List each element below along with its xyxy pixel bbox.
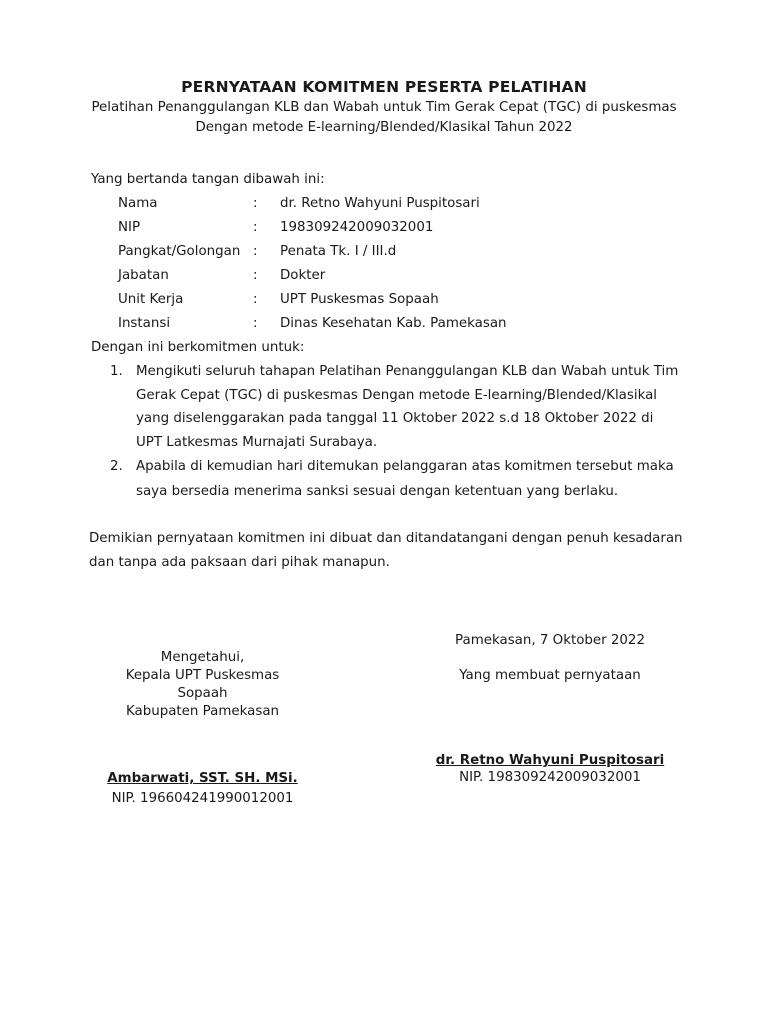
approver-title-line3: Kabupaten Pamekasan	[125, 704, 280, 719]
approver-nip: NIP. 196604241990012001	[111, 791, 294, 806]
closing-text-line1: Demikian pernyataan komitmen ini dibuat dan ditandatangani dengan penuh kesadaran	[89, 531, 683, 546]
field-colon: :	[253, 316, 258, 331]
closing-text-line2: dan tanpa ada paksaan dari pihak manapun.	[89, 555, 390, 570]
commitment-intro: Dengan ini berkomitmen untuk:	[91, 340, 305, 355]
field-colon: :	[253, 244, 258, 259]
place-date: Pamekasan, 7 Oktober 2022	[455, 633, 645, 648]
list-item-line: yang diselenggarakan pada tanggal 11 Oktober 2022 s.d 18 Oktober 2022 di	[136, 411, 654, 426]
signer-nip: NIP. 198309242009032001	[459, 770, 641, 785]
field-label-jabatan: Jabatan	[118, 268, 169, 283]
field-value-nip: 198309242009032001	[280, 220, 434, 235]
field-colon: :	[253, 268, 258, 283]
document-subtitle-line1: Pelatihan Penanggulangan KLB dan Wabah untuk Tim Gerak Cepat (TGC) di puskesmas	[91, 100, 677, 115]
signer-name: dr. Retno Wahyuni Puspitosari	[435, 753, 665, 768]
approver-label: Mengetahui,	[160, 650, 245, 665]
list-item-line: Gerak Cepat (TGC) di puskesmas Dengan metode E-learning/Blended/Klasikal	[136, 388, 658, 403]
field-value-pangkat: Penata Tk. I / III.d	[280, 244, 397, 259]
field-colon: :	[253, 196, 258, 211]
field-value-instansi: Dinas Kesehatan Kab. Pamekasan	[280, 316, 507, 331]
field-label-instansi: Instansi	[118, 316, 171, 331]
field-label-unit-kerja: Unit Kerja	[118, 292, 184, 307]
list-item-number: 2.	[110, 459, 123, 474]
list-item-number: 1.	[110, 364, 123, 379]
signer-role: Yang membuat pernyataan	[459, 668, 641, 683]
document-subtitle-line2: Dengan metode E-learning/Blended/Klasikal Tahun 2022	[195, 120, 573, 135]
list-item-line: Apabila di kemudian hari ditemukan pelanggaran atas komitmen tersebut maka	[136, 459, 674, 474]
field-colon: :	[253, 292, 258, 307]
field-value-nama: dr. Retno Wahyuni Puspitosari	[280, 196, 480, 211]
field-label-nip: NIP	[118, 220, 141, 235]
intro-text: Yang bertanda tangan dibawah ini:	[91, 172, 325, 187]
list-item-line: UPT Latkesmas Murnajati Surabaya.	[136, 435, 378, 450]
approver-title-line2: Sopaah	[177, 686, 228, 701]
list-item-line: Mengikuti seluruh tahapan Pelatihan Penanggulangan KLB dan Wabah untuk Tim	[136, 364, 679, 379]
field-label-nama: Nama	[118, 196, 158, 211]
field-label-pangkat: Pangkat/Golongan	[118, 244, 241, 259]
approver-title-line1: Kepala UPT Puskesmas	[125, 668, 280, 683]
approver-name: Ambarwati, SST. SH. MSi.	[107, 771, 298, 786]
field-value-jabatan: Dokter	[280, 268, 326, 283]
document-title: PERNYATAAN KOMITMEN PESERTA PELATIHAN	[181, 78, 587, 96]
field-colon: :	[253, 220, 258, 235]
field-value-unit-kerja: UPT Puskesmas Sopaah	[280, 292, 439, 307]
list-item-line: saya bersedia menerima sanksi sesuai dengan ketentuan yang berlaku.	[136, 484, 619, 499]
